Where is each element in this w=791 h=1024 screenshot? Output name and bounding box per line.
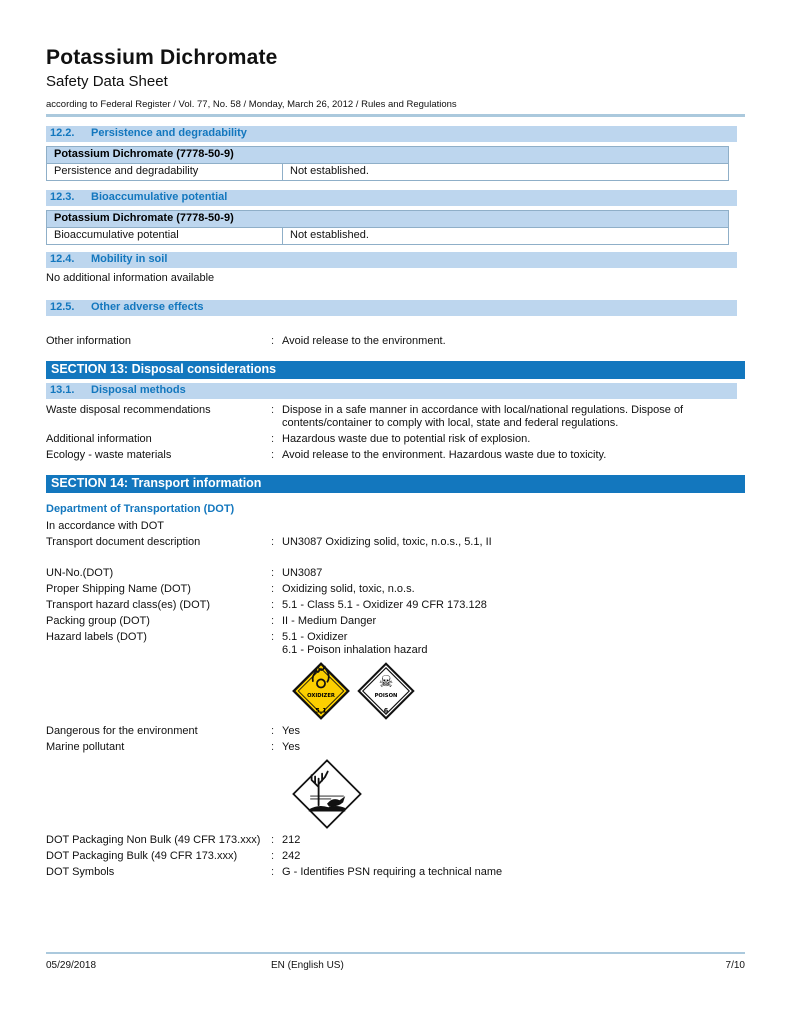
kv-colon: : (271, 615, 275, 627)
dot-heading: Department of Transportation (DOT) (46, 503, 235, 515)
kv-row-packing-group (46, 615, 745, 628)
poison-label-text: POISON (374, 692, 398, 699)
subsection-title: Disposal methods (91, 384, 186, 396)
marine-diamond (293, 760, 360, 827)
oxidizer-label-text: OXIDIZER (307, 692, 335, 699)
kv-colon: : (271, 536, 275, 548)
subsection-title: Persistence and degradability (91, 127, 247, 139)
subsection-heading-12-3 (46, 190, 737, 206)
section-14-header: SECTION 14: Transport information (46, 475, 745, 493)
kv-colon: : (271, 741, 275, 753)
table-substance-header: Potassium Dichromate (7778-50-9) (47, 211, 729, 228)
kv-colon: : (271, 433, 275, 445)
dot-note: In accordance with DOT (46, 520, 164, 532)
oxidizer-class-number: 5.1 (315, 706, 327, 715)
kv-label: DOT Packaging Bulk (49 CFR 173.xxx) (46, 850, 238, 862)
bioaccumulative-table (46, 210, 729, 245)
kv-colon: : (271, 725, 275, 737)
subsection-title: Bioaccumulative potential (91, 191, 228, 203)
kv-colon: : (271, 631, 275, 643)
table-cell-label: Bioaccumulative potential (47, 228, 283, 245)
kv-colon: : (271, 567, 275, 579)
kv-value: Hazardous waste due to potential risk of explosion. (282, 433, 531, 445)
table-substance-header: Potassium Dichromate (7778-50-9) (47, 147, 729, 164)
kv-value: UN3087 (282, 567, 323, 579)
kv-label: Packing group (DOT) (46, 615, 150, 627)
subsection-number: 12.4. (50, 253, 75, 265)
poison-class-number: 6 (383, 706, 389, 715)
table-cell-value: Not established. (283, 228, 729, 245)
kv-value: Yes (282, 741, 300, 753)
no-additional-info-note: No additional information available (46, 272, 215, 284)
kv-label: Hazard labels (DOT) (46, 631, 147, 643)
oxidizer-5-1-placard-icon (292, 662, 350, 720)
kv-colon: : (271, 404, 275, 416)
kv-row-hazard-class (46, 599, 745, 612)
subsection-heading-12-5 (46, 300, 737, 316)
table-header-row (47, 147, 729, 164)
page-subtitle: Safety Data Sheet (46, 73, 168, 90)
section-13-header: SECTION 13: Disposal considerations (46, 361, 745, 379)
kv-row-hazard-labels (46, 631, 745, 657)
subsection-heading-12-4 (46, 252, 737, 268)
kv-label: Other information (46, 335, 131, 347)
footer-date: 05/29/2018 (46, 960, 97, 971)
marine-pollutant-pictogram-row (292, 759, 745, 829)
subsection-title: Other adverse effects (91, 301, 204, 313)
kv-value: 212 (282, 834, 301, 846)
poison-6-1-placard-icon (357, 662, 415, 720)
kv-row-additional-information (46, 433, 745, 446)
persistence-table (46, 146, 729, 181)
table-row (47, 228, 729, 245)
kv-value: G - Identifies PSN requiring a technical name (282, 866, 503, 878)
kv-label: Transport hazard class(es) (DOT) (46, 599, 211, 611)
kv-value: Oxidizing solid, toxic, n.o.s. (282, 583, 415, 595)
kv-label: DOT Packaging Non Bulk (49 CFR 173.xxx) (46, 834, 261, 846)
subsection-heading-13-1 (46, 383, 737, 399)
skull-crossbones-icon: ☠ (378, 671, 394, 691)
kv-colon: : (271, 850, 275, 862)
kv-value: UN3087 Oxidizing solid, toxic, n.o.s., 5.1, II (282, 536, 492, 548)
kv-value: Dispose in a safe manner in accordance with local/national regulations. Dispose of contents/container to comply with local, state and federal regulations. (282, 404, 684, 429)
hazard-label-line-1: 5.1 - Oxidizer (282, 631, 348, 643)
dot-hazard-pictograms (292, 662, 745, 720)
page-footer (46, 952, 745, 972)
subsection-heading-12-2 (46, 126, 737, 142)
kv-label: Additional information (46, 433, 152, 445)
kv-label: DOT Symbols (46, 866, 115, 878)
hazard-label-line-2: 6.1 - Poison inhalation hazard (282, 644, 428, 656)
kv-row-dot-symbols (46, 866, 745, 879)
kv-row-dangerous-environment (46, 725, 745, 738)
subsection-number: 12.5. (50, 301, 75, 313)
kv-colon: : (271, 449, 275, 461)
subsection-number: 12.2. (50, 127, 75, 139)
kv-value: Yes (282, 725, 300, 737)
kv-colon: : (271, 866, 275, 878)
kv-value: 5.1 - Class 5.1 - Oxidizer 49 CFR 173.128 (282, 599, 487, 611)
kv-label: Ecology - waste materials (46, 449, 172, 461)
kv-colon: : (271, 583, 275, 595)
kv-label: Transport document description (46, 536, 201, 548)
kv-row-ecology-waste (46, 449, 745, 462)
kv-label: Waste disposal recommendations (46, 404, 211, 416)
subsection-number: 13.1. (50, 384, 75, 396)
kv-row-un-no (46, 567, 745, 580)
kv-label: Marine pollutant (46, 741, 125, 753)
kv-colon: : (271, 599, 275, 611)
kv-row-packaging-non-bulk (46, 834, 745, 847)
header-rule (46, 114, 745, 117)
kv-value (282, 631, 745, 657)
kv-colon: : (271, 834, 275, 846)
kv-value: Avoid release to the environment. Hazardous waste due to toxicity. (282, 449, 607, 461)
subsection-title: Mobility in soil (91, 253, 168, 265)
kv-label: Proper Shipping Name (DOT) (46, 583, 191, 595)
footer-page-number: 7/10 (725, 960, 745, 971)
kv-row-waste-disposal (46, 404, 745, 430)
kv-label: UN-No.(DOT) (46, 567, 114, 579)
kv-row-other-information (46, 335, 745, 348)
kv-colon: : (271, 335, 275, 347)
kv-row-packaging-bulk (46, 850, 745, 863)
footer-language: EN (English US) (271, 960, 344, 971)
kv-row-proper-shipping-name (46, 583, 745, 596)
marine-pollutant-mark-icon (292, 759, 362, 829)
subsection-number: 12.3. (50, 191, 75, 203)
table-cell-label: Persistence and degradability (47, 164, 283, 181)
kv-row-marine-pollutant (46, 741, 745, 754)
kv-value: 242 (282, 850, 301, 862)
kv-value: Avoid release to the environment. (282, 335, 446, 347)
kv-row-transport-document (46, 536, 745, 549)
table-row (47, 164, 729, 181)
regulation-line: according to Federal Register / Vol. 77, No. 58 / Monday, March 26, 2012 / Rules and Regulations (46, 99, 457, 110)
page-title: Potassium Dichromate (46, 46, 278, 69)
kv-label: Dangerous for the environment (46, 725, 198, 737)
table-cell-value: Not established. (283, 164, 729, 181)
kv-value: II - Medium Danger (282, 615, 377, 627)
table-header-row (47, 211, 729, 228)
